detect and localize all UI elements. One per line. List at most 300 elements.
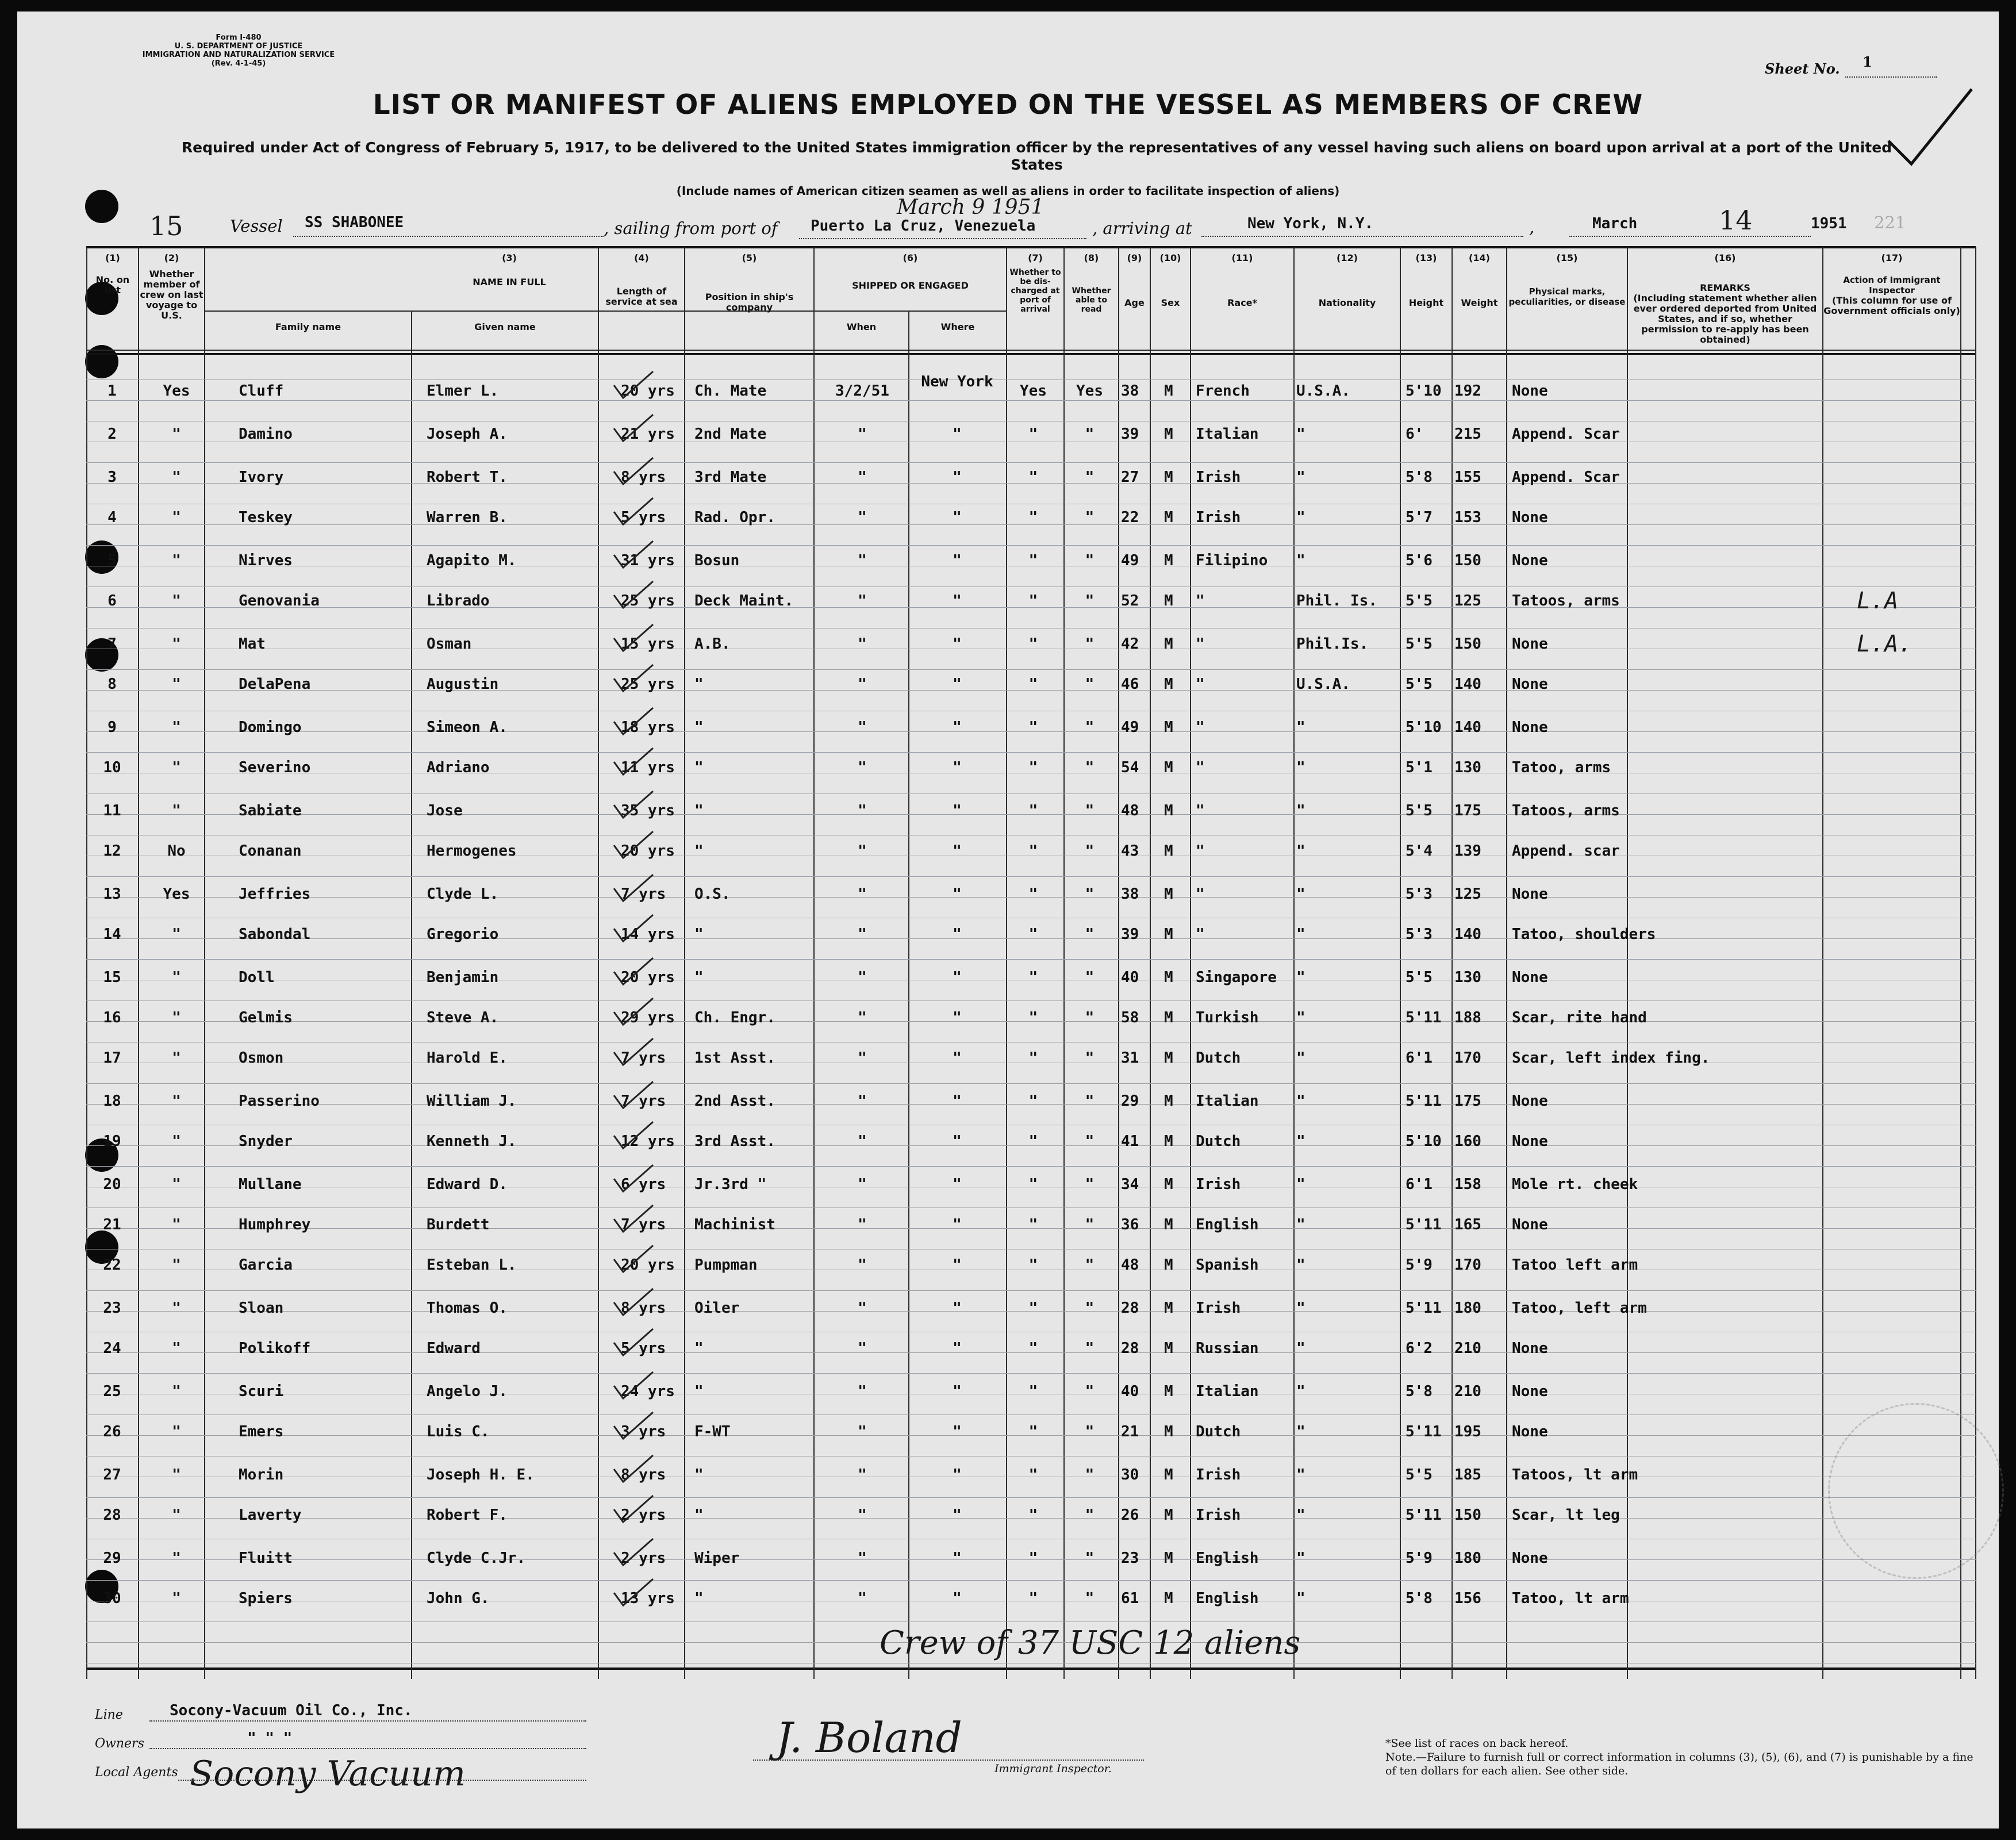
cell-race: Italian: [1196, 425, 1259, 443]
cell-where: ": [953, 842, 962, 860]
cell-given: Robert F.: [427, 1506, 508, 1524]
cell-height: 5'5: [1406, 802, 1433, 819]
cell-height: 6'1: [1406, 1176, 1433, 1193]
cell-discharged: ": [1028, 1300, 1038, 1317]
cell-family: Morin: [239, 1466, 284, 1483]
row-rule: [86, 1290, 1976, 1291]
column-number: (7): [1028, 252, 1043, 263]
cell-discharged: ": [1028, 425, 1038, 443]
cell-height: 5'5: [1406, 1466, 1433, 1483]
cell-sex: M: [1164, 676, 1173, 693]
cell-height: 5'4: [1406, 842, 1433, 860]
cell-service: 18 yrs: [621, 719, 675, 736]
cell-marks: Tatoos, arms: [1512, 592, 1620, 610]
cell-given: Harold E.: [427, 1049, 508, 1067]
cell-given: Librado: [427, 592, 490, 610]
cell-age: 30: [1121, 1466, 1139, 1483]
cell-nationality: ": [1296, 842, 1305, 860]
cell-age: 52: [1121, 592, 1139, 610]
cell-read: ": [1085, 469, 1095, 486]
row-rule: [86, 400, 1976, 401]
tick-mark-icon: [609, 1575, 655, 1610]
cell-no: 4: [107, 509, 117, 526]
cell-discharged: ": [1028, 842, 1038, 860]
cell-no: 11: [103, 802, 121, 819]
cell-given: Joseph A.: [427, 425, 508, 443]
cell-sex: M: [1164, 1009, 1173, 1026]
cell-nationality: ": [1296, 1506, 1305, 1524]
cell-prev: ": [172, 1049, 181, 1067]
cell-height: 6': [1406, 425, 1424, 443]
cell-when: ": [858, 509, 867, 526]
cell-when: ": [858, 1590, 867, 1607]
column-number: (2): [164, 252, 179, 263]
cell-discharged: ": [1028, 1423, 1038, 1440]
cell-nationality: ": [1296, 1383, 1305, 1400]
cell-read: ": [1085, 1092, 1095, 1110]
cell-weight: 140: [1454, 926, 1481, 943]
cell-given: Kenneth J.: [427, 1133, 517, 1150]
cell-when: ": [858, 1466, 867, 1483]
form-title: LIST OR MANIFEST OF ALIENS EMPLOYED ON THE VESSEL AS MEMBERS OF CREW: [373, 89, 1643, 121]
cell-race: Irish: [1196, 1466, 1241, 1483]
cell-position: 2nd Mate: [694, 425, 767, 443]
cell-where: ": [953, 469, 962, 486]
cell-race: ": [1196, 635, 1205, 653]
cell-position: F-WT: [694, 1423, 731, 1440]
cell-given: John G.: [427, 1590, 490, 1607]
cell-sex: M: [1164, 592, 1173, 610]
cell-nationality: ": [1296, 1340, 1305, 1357]
column-label: Length of service at sea: [605, 286, 678, 307]
cell-position: Ch. Mate: [694, 382, 767, 400]
cell-race: Irish: [1196, 509, 1241, 526]
cell-position: ": [694, 842, 704, 860]
port-to: New York, N.Y.: [1247, 215, 1374, 232]
cell-service: 12 yrs: [621, 1133, 675, 1150]
cell-height: 5'11: [1406, 1216, 1442, 1233]
cell-discharged: ": [1028, 1176, 1038, 1193]
cell-position: Jr.3rd ": [694, 1176, 767, 1193]
cell-marks: None: [1512, 1423, 1548, 1440]
owners-value: " " ": [247, 1730, 293, 1747]
cell-weight: 195: [1454, 1423, 1481, 1440]
row-rule: [86, 1373, 1976, 1374]
cell-weight: 165: [1454, 1216, 1481, 1233]
cell-height: 5'8: [1406, 469, 1433, 486]
cell-read: ": [1085, 676, 1095, 693]
cell-prev: ": [172, 1009, 181, 1026]
cell-family: Nirves: [239, 552, 293, 569]
cell-weight: 170: [1454, 1256, 1481, 1274]
cell-family: Fluitt: [239, 1550, 293, 1567]
cell-age: 48: [1121, 802, 1139, 819]
cell-family: Jeffries: [239, 885, 311, 903]
cell-sex: M: [1164, 1340, 1173, 1357]
column-number: (11): [1231, 252, 1253, 263]
cell-position: ": [694, 1466, 704, 1483]
cell-height: 5'11: [1406, 1506, 1442, 1524]
tick-mark-icon: [609, 1325, 655, 1360]
cell-no: 5: [107, 552, 117, 569]
cell-height: 5'10: [1406, 382, 1442, 400]
cell-race: Italian: [1196, 1092, 1259, 1110]
cell-marks: Mole rt. cheek: [1512, 1176, 1638, 1193]
cell-marks: Append. scar: [1512, 842, 1620, 860]
cell-marks: Tatoos, arms: [1512, 802, 1620, 819]
form-number: Form I-480: [216, 33, 262, 42]
cell-when: ": [858, 1423, 867, 1440]
race-note: *See list of races on back hereof.: [1385, 1737, 1569, 1750]
cell-service: 20 yrs: [621, 1256, 675, 1274]
cell-race: French: [1196, 382, 1250, 400]
cell-position: ": [694, 759, 704, 776]
cell-given: Esteban L.: [427, 1256, 517, 1274]
cell-weight: 140: [1454, 676, 1481, 693]
cell-family: Severino: [239, 759, 311, 776]
column-sublabel: Family name: [275, 321, 341, 332]
cell-sex: M: [1164, 885, 1173, 903]
column-label: Weight: [1461, 297, 1498, 308]
cell-race: ": [1196, 802, 1205, 819]
cell-no: 28: [103, 1506, 121, 1524]
cell-sex: M: [1164, 1423, 1173, 1440]
row-rule: [86, 876, 1976, 877]
line-label: Line: [95, 1708, 123, 1722]
footer-note: [1385, 1736, 1983, 1778]
cell-where: ": [953, 1216, 962, 1233]
cell-prev: ": [172, 425, 181, 443]
cell-service: 11 yrs: [621, 759, 675, 776]
cell-race: ": [1196, 926, 1205, 943]
column-label: Whether able to read: [1072, 286, 1111, 314]
cell-where: ": [953, 1256, 962, 1274]
cell-read: ": [1085, 1383, 1095, 1400]
column-label: REMARKS: [1700, 282, 1750, 293]
cell-where: ": [953, 1049, 962, 1067]
cell-given: William J.: [427, 1092, 517, 1110]
cell-prev: Yes: [163, 382, 190, 400]
row-rule: [86, 1000, 1976, 1001]
cell-nationality: ": [1296, 1550, 1305, 1567]
cell-no: 24: [103, 1340, 121, 1357]
tick-mark-icon: [609, 538, 655, 572]
cell-age: 27: [1121, 469, 1139, 486]
cell-when: ": [858, 469, 867, 486]
column-sublabel: Where: [940, 321, 975, 332]
cell-family: Genovania: [239, 592, 320, 610]
column-label: Race*: [1227, 297, 1257, 308]
cell-read: ": [1085, 1049, 1095, 1067]
cell-race: Russian: [1196, 1340, 1259, 1357]
cell-when: ": [858, 1550, 867, 1567]
cell-nationality: ": [1296, 1590, 1305, 1607]
cell-nationality: U.S.A.: [1296, 382, 1350, 400]
cell-service: 7 yrs: [621, 1049, 666, 1067]
cell-nationality: ": [1296, 1133, 1305, 1150]
sheet-label: Sheet No.: [1765, 60, 1840, 77]
cell-prev: ": [172, 1216, 181, 1233]
cell-height: 5'5: [1406, 635, 1433, 653]
row-rule: [86, 1580, 1976, 1581]
cell-position: ": [694, 1506, 704, 1524]
cell-where: ": [953, 759, 962, 776]
cell-prev: ": [172, 592, 181, 610]
cell-sex: M: [1164, 926, 1173, 943]
cell-marks: None: [1512, 1340, 1548, 1357]
cell-given: Gregorio: [427, 926, 499, 943]
cell-when: ": [858, 842, 867, 860]
cell-no: 8: [107, 676, 117, 693]
column-label: Position in ship's company: [705, 292, 794, 313]
service: IMMIGRATION AND NATURALIZATION SERVICE: [142, 51, 335, 59]
column-label: SHIPPED OR ENGAGED: [852, 280, 969, 291]
cell-read: ": [1085, 1300, 1095, 1317]
cell-when: ": [858, 676, 867, 693]
cell-nationality: ": [1296, 1176, 1305, 1193]
column-label: No. on list: [95, 274, 130, 296]
cell-sex: M: [1164, 1506, 1173, 1524]
cell-given: Augustin: [427, 676, 499, 693]
cell-discharged: ": [1028, 635, 1038, 653]
cell-height: 6'2: [1406, 1340, 1433, 1357]
cell-height: 5'3: [1406, 926, 1433, 943]
cell-marks: None: [1512, 635, 1548, 653]
tick-mark-icon: [609, 578, 655, 612]
cell-nationality: ": [1296, 1423, 1305, 1440]
cell-age: 42: [1121, 635, 1139, 653]
cell-service: 6 yrs: [621, 1176, 666, 1193]
cell-height: 5'5: [1406, 969, 1433, 986]
line-value: Socony-Vacuum Oil Co., Inc.: [170, 1702, 413, 1719]
cell-position: Machinist: [694, 1216, 775, 1233]
tick-mark-icon: [609, 1242, 655, 1276]
cell-service: 7 yrs: [621, 1092, 666, 1110]
cell-position: A.B.: [694, 635, 731, 653]
column-label: Whether member of crew on last voyage to U.S.: [140, 269, 203, 321]
cell-read: ": [1085, 1340, 1095, 1357]
cell-when: ": [858, 1133, 867, 1150]
cell-discharged: ": [1028, 1340, 1038, 1357]
cell-race: Filipino: [1196, 552, 1268, 569]
column-number: (13): [1415, 252, 1437, 263]
cell-read: ": [1085, 719, 1095, 736]
cell-family: Teskey: [239, 509, 293, 526]
cell-service: 25 yrs: [621, 592, 675, 610]
cell-family: Osmon: [239, 1049, 284, 1067]
cell-given: Elmer L.: [427, 382, 499, 400]
cell-sex: M: [1164, 1176, 1173, 1193]
column-label: Nationality: [1318, 297, 1376, 308]
cell-age: 36: [1121, 1216, 1139, 1233]
cell-service: 3 yrs: [621, 1423, 666, 1440]
cell-nationality: ": [1296, 552, 1305, 569]
cell-weight: 155: [1454, 469, 1481, 486]
column-number: (14): [1469, 252, 1490, 263]
cell-marks: Tatoo, lt arm: [1512, 1590, 1629, 1607]
arrival-day: 14: [1719, 205, 1753, 236]
cell-weight: 139: [1454, 842, 1481, 860]
row-rule: [86, 752, 1976, 753]
cell-age: 31: [1121, 1049, 1139, 1067]
cell-height: 5'11: [1406, 1423, 1442, 1440]
cell-marks: Scar, lt leg: [1512, 1506, 1620, 1524]
cell-position: Pumpman: [694, 1256, 758, 1274]
stamp-number: 221: [1874, 213, 1906, 232]
faded-stamp: [1828, 1403, 2004, 1579]
cell-sex: M: [1164, 1550, 1173, 1567]
cell-read: ": [1085, 1590, 1095, 1607]
cell-when: 3/2/51: [835, 382, 889, 400]
cell-given: Clyde L.: [427, 885, 499, 903]
column-number: (15): [1556, 252, 1578, 263]
tick-mark-icon: [609, 704, 655, 739]
cell-weight: 170: [1454, 1049, 1481, 1067]
column-sublabel: When: [846, 321, 877, 332]
cell-family: Sabondal: [239, 926, 311, 943]
cell-read: ": [1085, 509, 1095, 526]
cell-service: 13 yrs: [621, 1590, 675, 1607]
cell-service: 25 yrs: [621, 676, 675, 693]
cell-when: ": [858, 1383, 867, 1400]
column-label: Action of Immigrant Inspector: [1843, 275, 1941, 296]
cell-race: ": [1196, 842, 1205, 860]
tick-mark-icon: [609, 1368, 655, 1403]
cell-read: ": [1085, 885, 1095, 903]
tick-mark-icon: [609, 661, 655, 696]
cell-family: Snyder: [239, 1133, 293, 1150]
cell-age: 26: [1121, 1506, 1139, 1524]
cell-age: 39: [1121, 926, 1139, 943]
cell-service: 7 yrs: [621, 1216, 666, 1233]
cell-nationality: Phil. Is.: [1296, 592, 1377, 610]
cell-where: ": [953, 592, 962, 610]
requirement-text: Required under Act of Congress of February 5, 1917, to be delivered to the United States immigration officer by the representatives of any vessel having such aliens on board upon arrival at a port of the United States: [181, 139, 1892, 173]
cell-nationality: ": [1296, 1092, 1305, 1110]
cell-prev: ": [172, 926, 181, 943]
cell-when: ": [858, 1216, 867, 1233]
cell-read: ": [1085, 1506, 1095, 1524]
cell-family: Doll: [239, 969, 275, 986]
cell-weight: 125: [1454, 592, 1481, 610]
column-label: Physical marks, peculiarities, or disease: [1508, 286, 1626, 307]
column-number: (3): [502, 252, 517, 263]
cell-race: Irish: [1196, 1300, 1241, 1317]
cell-sex: M: [1164, 425, 1173, 443]
cell-no: 9: [107, 719, 117, 736]
cell-nationality: ": [1296, 926, 1305, 943]
cell-race: Italian: [1196, 1383, 1259, 1400]
cell-service: 31 yrs: [621, 552, 675, 569]
cell-prev: ": [172, 1466, 181, 1483]
cell-height: 5'11: [1406, 1092, 1442, 1110]
cell-where: ": [953, 1300, 962, 1317]
cell-when: ": [858, 592, 867, 610]
cell-age: 34: [1121, 1176, 1139, 1193]
cell-nationality: ": [1296, 1256, 1305, 1274]
cell-sex: M: [1164, 1590, 1173, 1607]
cell-where: ": [953, 1466, 962, 1483]
cell-family: Sloan: [239, 1300, 284, 1317]
cell-family: Cluff: [239, 382, 284, 400]
cell-marks: None: [1512, 676, 1548, 693]
cell-service: 7 yrs: [621, 885, 666, 903]
cell-discharged: ": [1028, 926, 1038, 943]
cell-race: ": [1196, 719, 1205, 736]
tick-mark-icon: [609, 871, 655, 906]
tick-mark-icon: [609, 1078, 655, 1113]
cell-sex: M: [1164, 759, 1173, 776]
cell-sex: M: [1164, 1092, 1173, 1110]
cell-position: 2nd Asst.: [694, 1092, 775, 1110]
cell-service: 8 yrs: [621, 1300, 666, 1317]
cell-nationality: ": [1296, 1466, 1305, 1483]
cell-prev: ": [172, 552, 181, 569]
column-number: (12): [1337, 252, 1358, 263]
cell-position: Wiper: [694, 1550, 740, 1567]
cell-position: O.S.: [694, 885, 731, 903]
cell-service: 24 yrs: [621, 1383, 675, 1400]
cell-discharged: ": [1028, 719, 1038, 736]
cell-where: ": [953, 1550, 962, 1567]
cell-sex: M: [1164, 552, 1173, 569]
cell-age: 46: [1121, 676, 1139, 693]
cell-action: L.A.: [1857, 631, 1913, 657]
column-sublabel: Given name: [474, 321, 536, 332]
cell-read: ": [1085, 759, 1095, 776]
cell-weight: 175: [1454, 802, 1481, 819]
cell-when: ": [858, 802, 867, 819]
row-rule: [86, 379, 1976, 380]
cell-height: 5'7: [1406, 509, 1433, 526]
cell-prev: Yes: [163, 885, 190, 903]
cell-weight: 150: [1454, 552, 1481, 569]
cell-no: 2: [107, 425, 117, 443]
cell-no: 21: [103, 1216, 121, 1233]
column-label: Age: [1124, 297, 1145, 308]
voyage-line: 15 Vessel SS SHABONEE , sailing from port of Puerto La Cruz, Venezuela March 9 1951 , arriving at New York, N.Y. , March 14 1951 221: [149, 195, 1906, 241]
column-label: Sex: [1161, 297, 1180, 308]
cell-service: 21 yrs: [621, 425, 675, 443]
cell-family: Gelmis: [239, 1009, 293, 1026]
cell-height: 5'9: [1406, 1256, 1433, 1274]
cell-given: Hermogenes: [427, 842, 517, 860]
inspector-label: Immigrant Inspector.: [994, 1762, 1112, 1775]
cell-nationality: U.S.A.: [1296, 676, 1350, 693]
cell-when: ": [858, 1300, 867, 1317]
cell-family: Humphrey: [239, 1216, 311, 1233]
cell-given: Jose: [427, 802, 463, 819]
cell-family: Ivory: [239, 469, 284, 486]
tick-mark-icon: [609, 954, 655, 989]
tick-mark-icon: [609, 1492, 655, 1527]
hand-mark: 15: [149, 210, 183, 241]
cell-sex: M: [1164, 509, 1173, 526]
cell-discharged: Yes: [1020, 382, 1047, 400]
cell-age: 40: [1121, 1383, 1139, 1400]
cell-race: Spanish: [1196, 1256, 1259, 1274]
cell-read: ": [1085, 802, 1095, 819]
cell-race: Irish: [1196, 1506, 1241, 1524]
cell-nationality: ": [1296, 1300, 1305, 1317]
column-number: (4): [634, 252, 649, 263]
cell-when: ": [858, 1340, 867, 1357]
cell-given: Burdett: [427, 1216, 490, 1233]
cell-where: ": [953, 1423, 962, 1440]
revision: (Rev. 4-1-45): [211, 59, 266, 68]
cell-where: ": [953, 1009, 962, 1026]
cell-race: ": [1196, 592, 1205, 610]
